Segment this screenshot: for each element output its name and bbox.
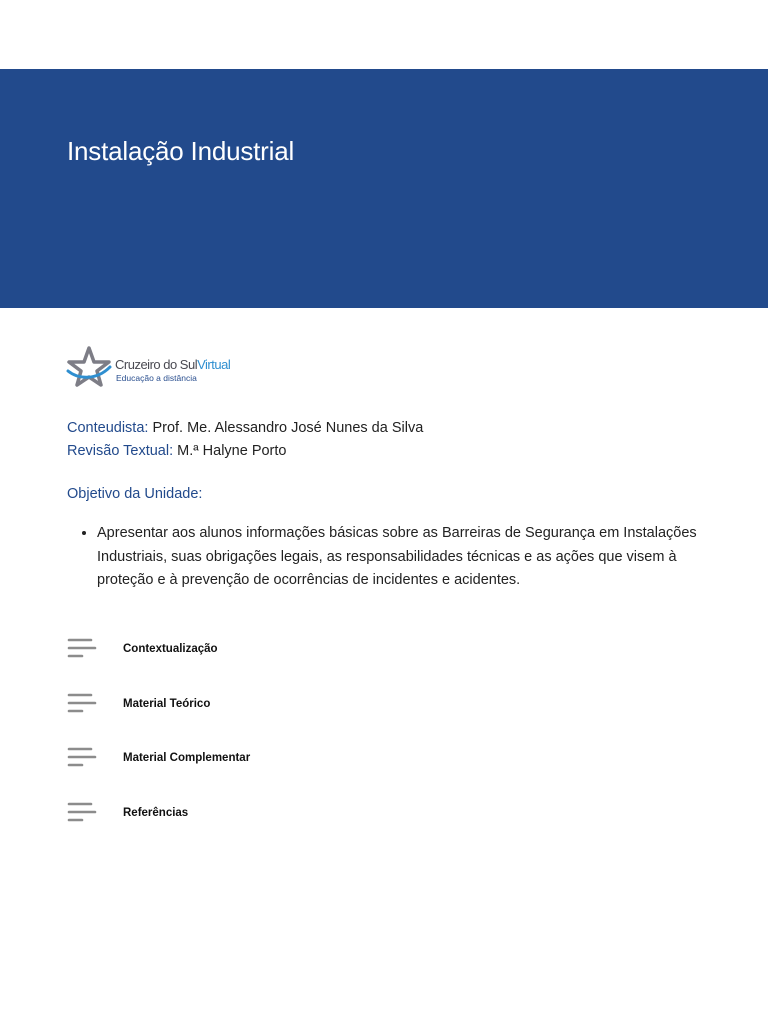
title-banner: [0, 69, 768, 308]
page-title: Instalação Industrial: [67, 136, 295, 166]
author-line: [67, 417, 423, 440]
author-name: Prof. Me. Alessandro José Nunes da Silva: [152, 420, 424, 436]
list-lines-icon: [67, 801, 97, 825]
star-logo-icon: [66, 345, 112, 389]
toc-item-referencias[interactable]: [67, 792, 467, 832]
credits-block: [67, 417, 423, 463]
toc-item-contextualizacao[interactable]: [67, 628, 467, 668]
institution-logo: [66, 345, 236, 389]
logo-wordmark: [115, 357, 230, 372]
toc-item-label: Material Complementar: [123, 752, 251, 764]
objective-item: • Apresentar aos alunos informações básicas sobre as Barreiras de Segurança em Instalações Industriais, suas obrigações legais, as responsabilidades técnicas e as ações que visem à proteção e à prevenção de ocorrências de incidentes e acidentes.: [97, 522, 717, 593]
toc-item-label: Material Teórico: [123, 698, 211, 710]
logo-brand-accent: Virtual: [197, 357, 231, 372]
logo-brand-main: Cruzeiro do Sul: [115, 357, 198, 372]
list-lines-icon: [67, 637, 97, 661]
list-lines-icon: [67, 746, 97, 770]
toc-item-label: Contextualização: [123, 643, 218, 655]
review-label: Revisão Textual:: [67, 443, 174, 459]
author-label: Conteudista:: [67, 420, 149, 436]
review-line: [67, 440, 423, 463]
list-lines-icon: [67, 692, 97, 716]
objective-title: Objetivo da Unidade:: [67, 486, 203, 502]
toc-item-label: Referências: [123, 807, 189, 819]
logo-tagline: Educação a distância: [116, 373, 197, 383]
toc-item-material-teorico[interactable]: [67, 683, 467, 723]
review-name: M.ª Halyne Porto: [177, 443, 287, 459]
objective-list: [79, 522, 717, 593]
toc-item-material-complementar[interactable]: [67, 737, 467, 777]
